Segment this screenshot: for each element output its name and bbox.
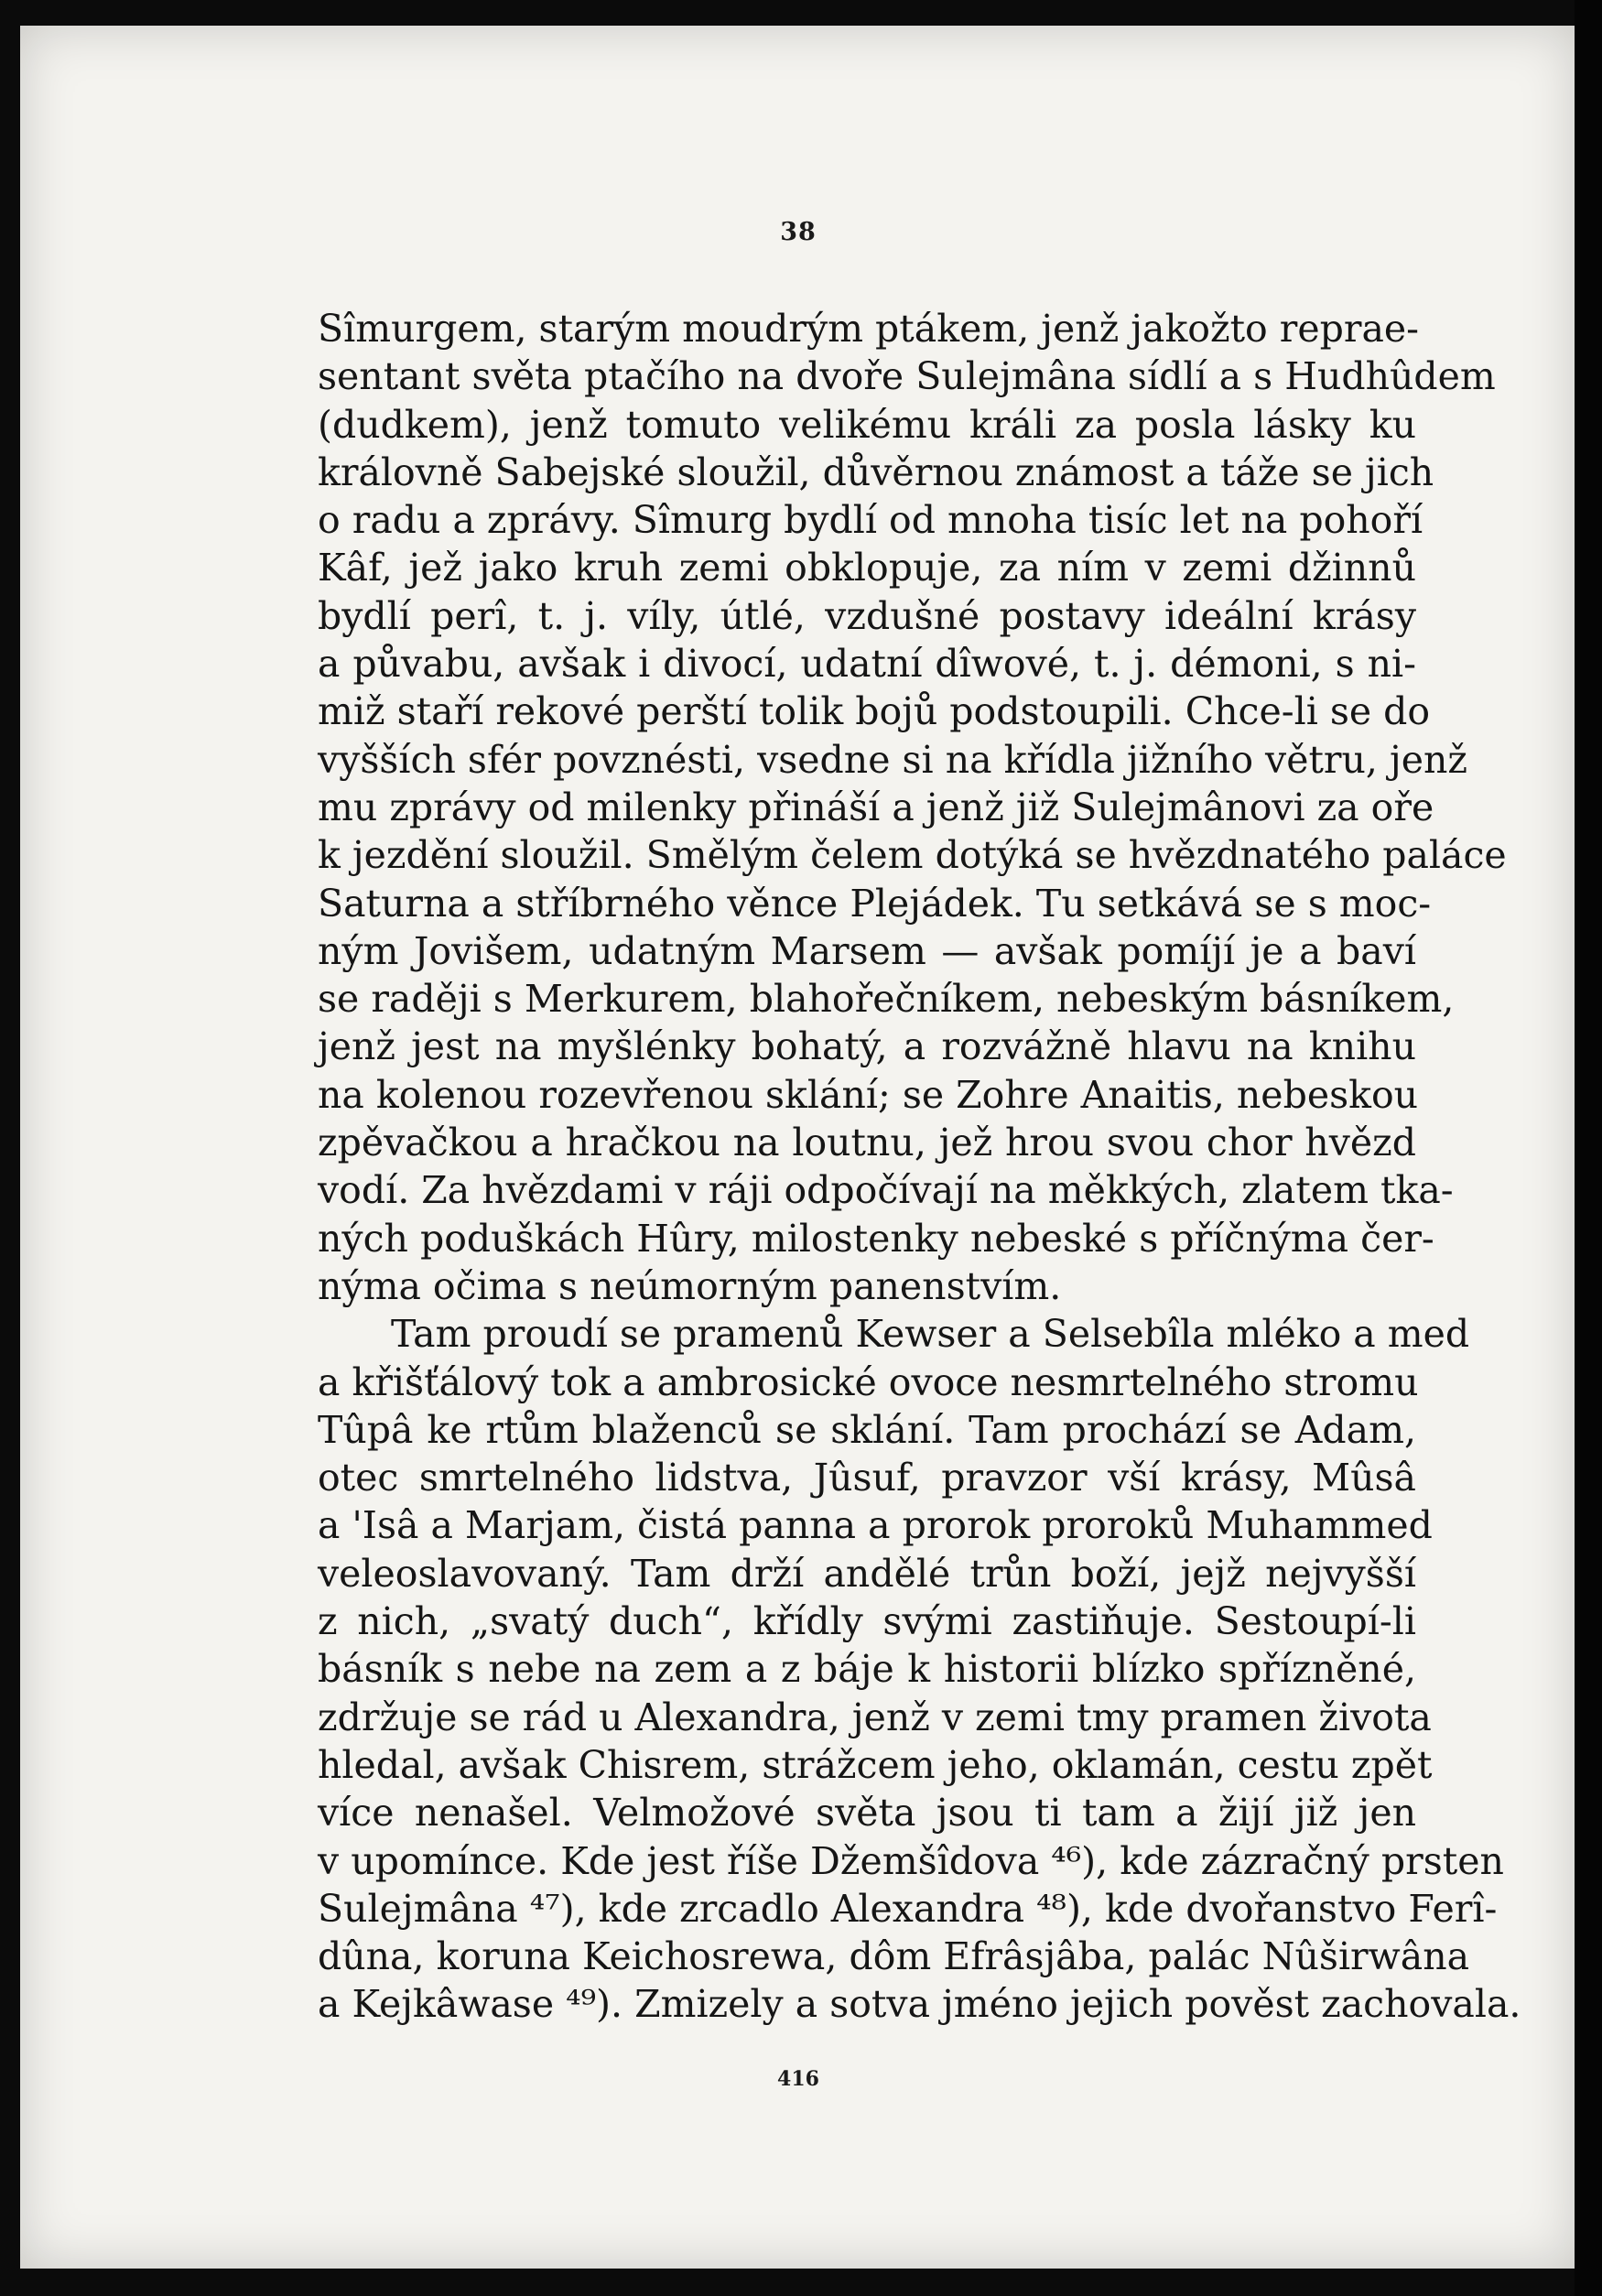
text-line: Sulejmâna ⁴⁷), kde zrcadlo Alexandra ⁴⁸), kde dvořanstvo Ferî-: [318, 1886, 1498, 1931]
text-line: miž staří rekové perští tolik bojů podstoupili. Chce-li se do: [318, 689, 1431, 734]
paragraph-start-line: Tam proudí se pramenů Kewser a Selsebîla mléko a med: [391, 1312, 1470, 1357]
text-line: otec smrtelného lidstva, Jûsuf, pravzor vší krásy, Mûsâ: [318, 1456, 1416, 1500]
text-line: a 'Isâ a Marjam, čistá panna a prorok proroků Muhammed: [318, 1503, 1433, 1548]
text-line: vyšších sfér povznésti, vsedne si na křídla jižního větru, jenž: [318, 737, 1467, 782]
printer-signature: 416: [777, 2067, 819, 2091]
text-line: o radu a zprávy. Sîmurg bydlí od mnoha tisíc let na pohoří: [318, 498, 1423, 543]
text-line: zdržuje se rád u Alexandra, jenž v zemi tmy pramen života: [318, 1695, 1432, 1739]
scan-edge: [1575, 0, 1602, 2296]
text-line: na kolenou rozevřenou sklání; se Zohre Anaitis, nebeskou: [318, 1072, 1419, 1117]
text-line: (dudkem), jenž tomuto velikému králi za posla lásky ku: [318, 402, 1416, 447]
body-text: [318, 305, 1521, 2029]
text-line: ným Jovišem, udatným Marsem — avšak pomíjí je a baví: [318, 928, 1416, 973]
text-line: zpěvačkou a hračkou na loutnu, jež hrou svou chor hvězd: [318, 1121, 1416, 1165]
text-line: z nich, „svatý duch“, křídly svými zastiňuje. Sestoupí-li: [318, 1599, 1416, 1644]
text-line: sentant světa ptačího na dvoře Sulejmâna sídlí a s Hudhûdem: [318, 354, 1496, 399]
text-line: k jezdění sloužil. Smělým čelem dotýká se hvězdnatého paláce: [318, 833, 1507, 878]
text-line: královně Sabejské sloužil, důvěrnou známost a táže se jich: [318, 449, 1434, 494]
text-line: dûna, koruna Keichosrewa, dôm Efrâsjâba, palác Nûširwâna: [318, 1934, 1470, 1979]
book-page: [20, 26, 1576, 2269]
text-line: hledal, avšak Chisrem, strážcem jeho, oklamán, cestu zpět: [318, 1742, 1433, 1787]
text-line: Kâf, jež jako kruh zemi obklopuje, za ním v zemi džinnů: [318, 546, 1416, 590]
text-line: vodí. Za hvězdami v ráji odpočívají na měkkých, zlatem tka-: [318, 1168, 1454, 1213]
text-line: ných poduškách Hûry, milostenky nebeské s příčnýma čer-: [318, 1216, 1434, 1261]
text-line: bydlí perî, t. j. víly, útlé, vzdušné postavy ideální krásy: [318, 593, 1416, 638]
page-number: 38: [780, 218, 817, 246]
text-line: Saturna a stříbrného věnce Plejádek. Tu setkává se s moc-: [318, 881, 1432, 926]
text-line: básník s nebe na zem a z báje k historii blízko spřízněné,: [318, 1647, 1416, 1692]
text-line: a půvabu, avšak i divocí, udatní dîwové, t. j. démoni, s ni-: [318, 642, 1416, 687]
text-line: více nenašel. Velmožové světa jsou ti tam a žijí již jen: [318, 1791, 1416, 1836]
text-line: Tûpâ ke rtům blaženců se sklání. Tam prochází se Adam,: [318, 1407, 1416, 1452]
text-line: se raději s Merkurem, blahořečníkem, nebeským básníkem,: [318, 977, 1455, 1022]
text-line: mu zprávy od milenky přináší a jenž již Sulejmânovi za oře: [318, 785, 1434, 829]
text-line: veleoslavovaný. Tam drží andělé trůn boží, jejž nejvyšší: [318, 1551, 1416, 1596]
paragraph-end-line: nýma očima s neúmorným panenstvím.: [318, 1263, 1062, 1308]
text-line: v upomínce. Kde jest říše Džemšîdova ⁴⁶), kde zázračný prsten: [318, 1838, 1504, 1883]
paragraph-end-line: a Kejkâwase ⁴⁹). Zmizely a sotva jméno jejich pověst zachovala.: [318, 1982, 1521, 2027]
text-line: Sîmurgem, starým moudrým ptákem, jenž jakožto reprae-: [318, 307, 1420, 351]
text-line: a křišťálový tok a ambrosické ovoce nesmrtelného stromu: [318, 1359, 1419, 1404]
text-line: jenž jest na myšlénky bohatý, a rozvážně hlavu na knihu: [318, 1024, 1416, 1069]
